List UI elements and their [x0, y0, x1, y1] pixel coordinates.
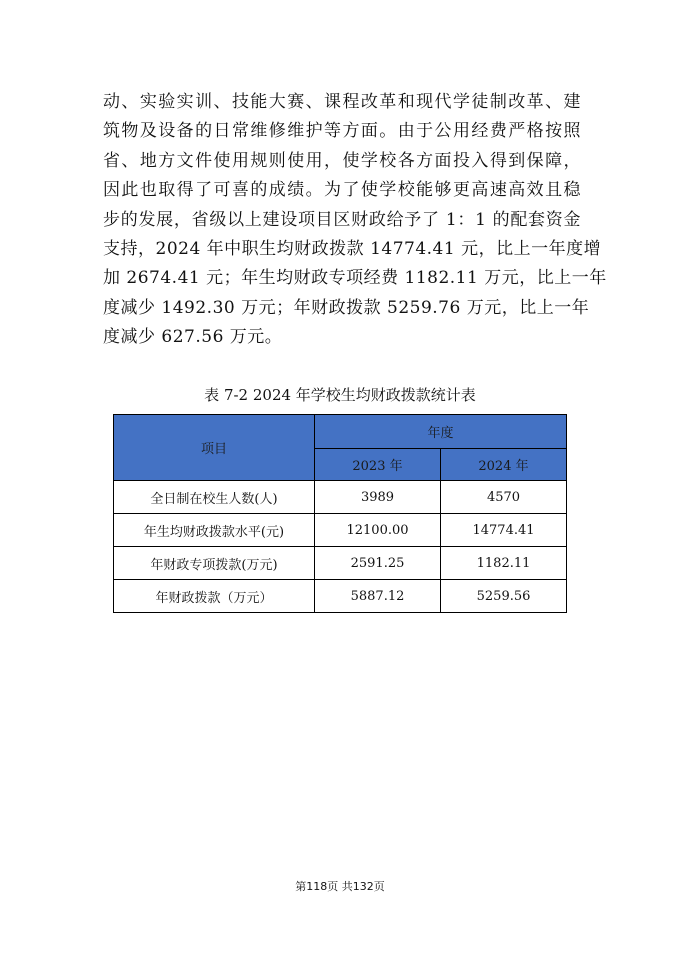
- table-row: [114, 580, 567, 613]
- year-column-2024: 2024 年: [441, 449, 567, 481]
- body-line: 省、地方文件使用规则使用，使学校各方面投入得到保障，: [103, 150, 581, 171]
- cell-2023: 3989: [315, 481, 441, 514]
- cell-2023: 5887.12: [315, 580, 441, 613]
- cell-2024: 5259.56: [441, 580, 567, 613]
- cell-2023: 12100.00: [315, 514, 441, 547]
- row-label: 年生均财政拨款水平(元): [114, 514, 315, 547]
- year-column-2023: 2023 年: [315, 449, 441, 481]
- body-line: 加 2674.41 元；年生均财政专项经费 1182.11 万元，比上一年: [103, 268, 607, 289]
- table-row: [114, 481, 567, 514]
- year-header: 年度: [315, 415, 567, 449]
- page-footer: 第118页 共132页: [295, 880, 385, 893]
- table-header-row: [114, 415, 567, 449]
- funding-table: [113, 414, 567, 613]
- cell-2024: 1182.11: [441, 547, 567, 580]
- item-header: 项目: [114, 415, 315, 481]
- body-line: 因此也取得了可喜的成绩。为了使学校能够更高速高效且稳: [103, 180, 581, 201]
- row-label: 年财政专项拨款(万元): [114, 547, 315, 580]
- body-line: 步的发展，省级以上建设项目区财政给予了 1：1 的配套资金: [103, 209, 581, 230]
- body-line: 支持，2024 年中职生均财政拨款 14774.41 元，比上一年度增: [103, 239, 602, 260]
- body-line: 动、实验实训、技能大赛、课程改革和现代学徒制改革、建: [103, 92, 581, 112]
- body-line: 筑物及设备的日常维修维护等方面。由于公用经费严格按照: [103, 121, 581, 142]
- body-line: 度减少 627.56 万元。: [103, 327, 283, 348]
- cell-2024: 4570: [441, 481, 567, 514]
- cell-2023: 2591.25: [315, 547, 441, 580]
- cell-2024: 14774.41: [441, 514, 567, 547]
- body-paragraph: [103, 88, 607, 353]
- table-row: [114, 514, 567, 547]
- body-line: 度减少 1492.30 万元；年财政拨款 5259.76 万元，比上一年: [103, 297, 590, 318]
- table-row: [114, 547, 567, 580]
- row-label: 全日制在校生人数(人): [114, 481, 315, 514]
- table-caption: 表 7-2 2024 年学校生均财政拨款统计表: [204, 386, 476, 404]
- row-label: 年财政拨款（万元）: [114, 580, 315, 613]
